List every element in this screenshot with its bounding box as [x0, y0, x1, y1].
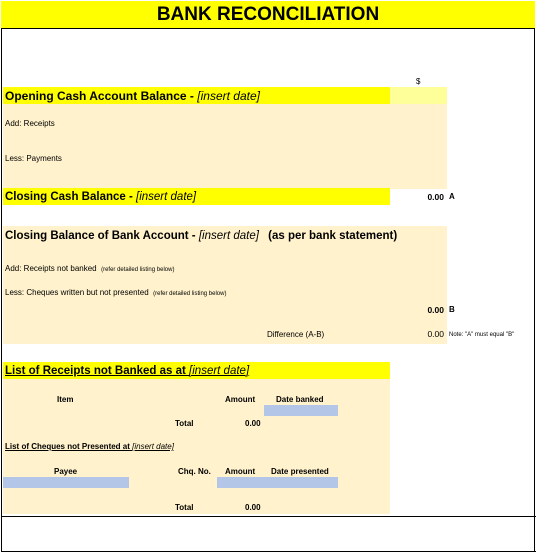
- cheques-list-date[interactable]: [insert date]: [132, 442, 174, 451]
- marker-a: A: [449, 192, 455, 201]
- col-date-banked: Date banked: [276, 395, 324, 404]
- currency-symbol: $: [416, 77, 421, 86]
- difference-label: Difference (A-B): [267, 330, 325, 339]
- closing-cash-header: [5, 189, 196, 206]
- page-title-text: BANK RECONCILIATION: [156, 4, 380, 25]
- opening-value-cell[interactable]: [390, 87, 447, 104]
- opening-header: [5, 88, 260, 105]
- cheques-list-title: List of Cheques not Presented at: [5, 442, 133, 451]
- opening-label: Opening Cash Account Balance -: [5, 89, 198, 103]
- closing-cash-date[interactable]: [insert date]: [136, 191, 197, 203]
- cheques-total-value: 0.00: [245, 503, 261, 512]
- receipts-list-date[interactable]: [insert date]: [189, 365, 250, 377]
- col-cheque-amount: Amount: [225, 467, 256, 476]
- add-receipts-not-banked-note: (refer detailed listing below): [101, 267, 175, 273]
- difference-value: 0.00: [427, 329, 444, 339]
- col-chq-no: Chq. No.: [178, 467, 211, 476]
- closing-bank-suffix: (as per bank statement): [268, 230, 398, 242]
- closing-cash-value: 0.00: [427, 192, 444, 202]
- payee-input[interactable]: [3, 477, 129, 488]
- cheques-total-label: Total: [175, 503, 194, 512]
- col-date-presented: Date presented: [271, 467, 329, 476]
- receipts-total-label: Total: [175, 419, 194, 428]
- receipts-total-value: 0.00: [245, 419, 261, 428]
- col-item: Item: [57, 395, 74, 404]
- bottom-border: [1, 516, 536, 517]
- closing-bank-header: [5, 228, 397, 245]
- less-cheques-note: (refer detailed listing below): [153, 291, 227, 297]
- closing-bank-label: Closing Balance of Bank Account -: [5, 230, 199, 242]
- less-cheques-label: Less: Cheques written but not presented: [5, 288, 149, 297]
- add-receipts-not-banked-label: Add: Receipts not banked: [5, 264, 97, 273]
- less-payments-label: Less: Payments: [5, 154, 62, 163]
- closing-cash-label: Closing Cash Balance -: [5, 191, 137, 203]
- less-cheques-not-presented: [5, 282, 226, 300]
- page-title: [1, 1, 535, 29]
- col-amount: Amount: [225, 395, 256, 404]
- closing-bank-value: 0.00: [427, 305, 444, 315]
- difference-note: Note: "A" must equal "B": [449, 332, 515, 338]
- amount-date-input[interactable]: [217, 477, 338, 488]
- receipts-list-header: [5, 363, 249, 380]
- col-payee: Payee: [54, 467, 78, 476]
- cheques-list-header: [5, 442, 174, 451]
- marker-b: B: [449, 305, 455, 314]
- receipts-list-title: List of Receipts not Banked as at: [5, 365, 190, 377]
- add-receipts-label: Add: Receipts: [5, 119, 55, 128]
- closing-bank-date[interactable]: [insert date]: [198, 230, 259, 242]
- opening-body: [3, 104, 447, 189]
- opening-date[interactable]: [insert date]: [197, 89, 260, 103]
- add-receipts-not-banked: [5, 258, 174, 276]
- date-banked-input[interactable]: [264, 405, 338, 416]
- bottom-border-outer: [1, 551, 536, 552]
